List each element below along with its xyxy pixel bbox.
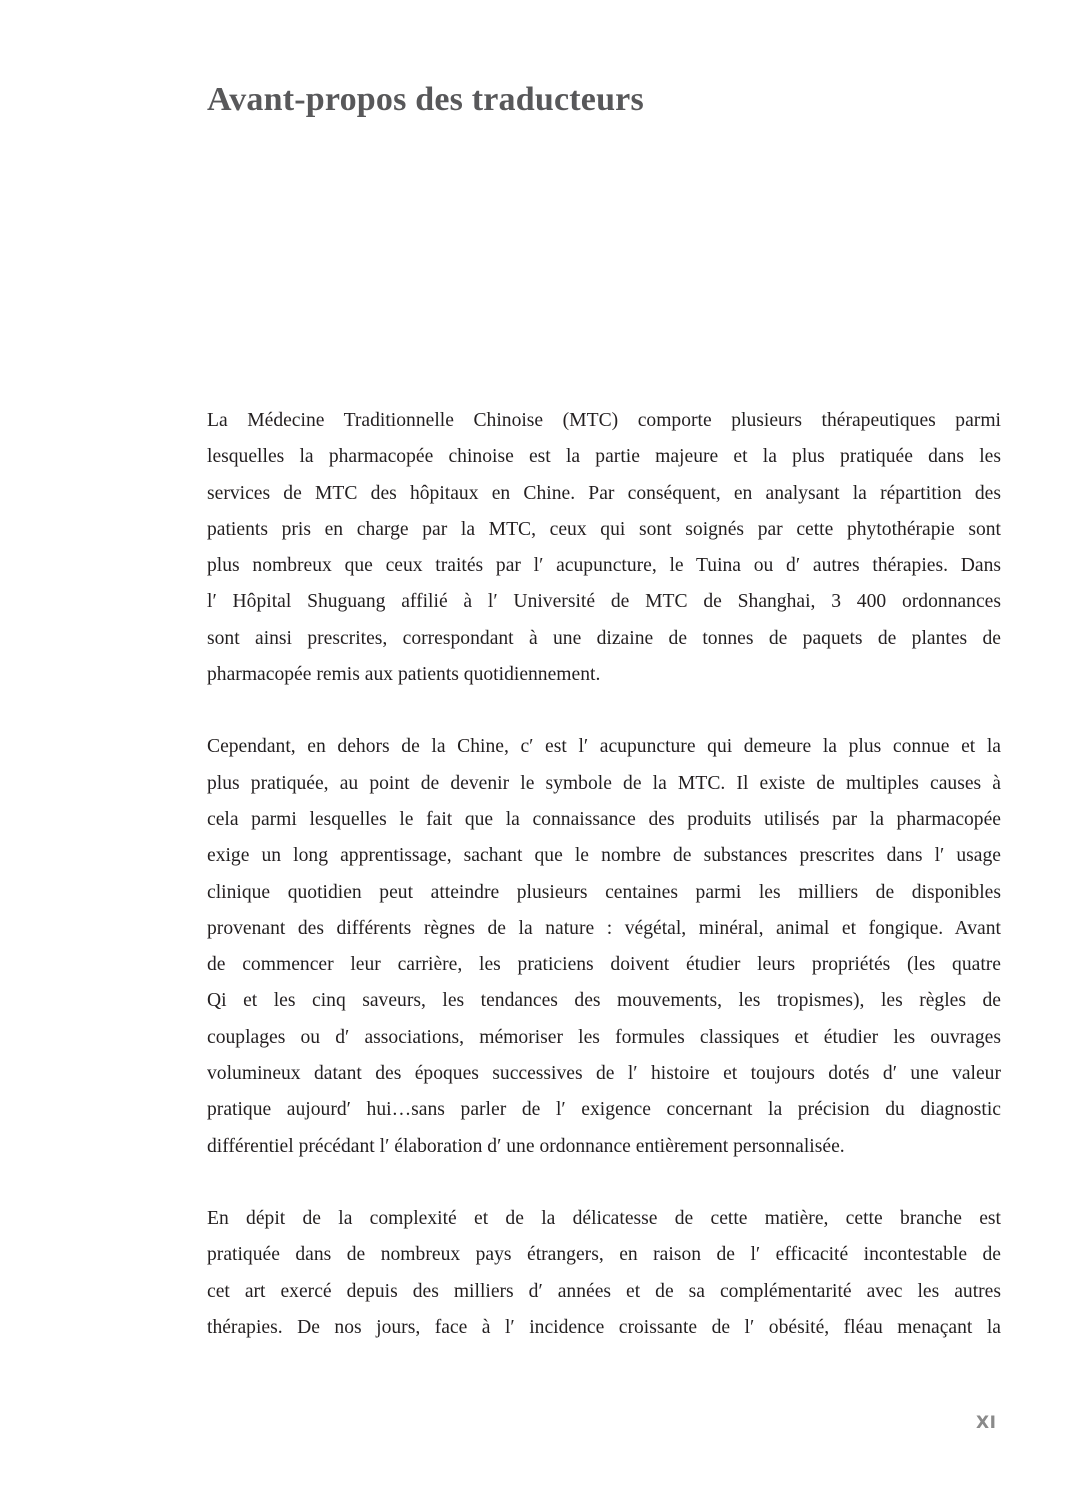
paragraph-3: [207, 1201, 1001, 1346]
text-line: plus pratiquée, au point de devenir le symbole de la MTC. Il existe de multiples causes à: [207, 772, 1001, 794]
text-line: Qi et les cinq saveurs, les tendances des mouvements, les tropismes), les règles de: [207, 990, 1001, 1012]
text-line: services de MTC des hôpitaux en Chine. Par conséquent, en analysant la répartition des: [207, 482, 1001, 504]
text-line: cet art exercé depuis des milliers d′ années et de sa complémentarité avec les autres: [207, 1280, 1001, 1302]
text-line: En dépit de la complexité et de la délicatesse de cette matière, cette branche est: [207, 1207, 1001, 1229]
text-line: plus nombreux que ceux traités par l′ acupuncture, le Tuina ou d′ autres thérapies. Dans: [207, 555, 1001, 577]
text-line: de commencer leur carrière, les praticiens doivent étudier leurs propriétés (les quatre: [207, 954, 1001, 976]
text-line: volumineux datant des époques successives de l′ histoire et toujours dotés d′ une valeur: [207, 1063, 1001, 1085]
text-line: cela parmi lesquelles le fait que la connaissance des produits utilisés par la pharmacopée: [207, 808, 1001, 830]
text-line: pratique aujourd′ hui…sans parler de l′ exigence concernant la précision du diagnostic: [207, 1099, 1001, 1121]
text-line: différentiel précédant l′ élaboration d′ une ordonnance entièrement personnalisée.: [207, 1135, 845, 1157]
text-line: l′ Hôpital Shuguang affilié à l′ Université de MTC de Shanghai, 3 400 ordonnances: [207, 591, 1001, 613]
text-line: sont ainsi prescrites, correspondant à une dizaine de tonnes de paquets de plantes de: [207, 627, 1001, 649]
page-number: XI: [976, 1413, 997, 1433]
text-line: clinique quotidien peut atteindre plusieurs centaines parmi les milliers de disponibles: [207, 881, 1001, 903]
text-line: pratiquée dans de nombreux pays étrangers, en raison de l′ efficacité incontestable de: [207, 1244, 1001, 1266]
text-line: provenant des différents règnes de la nature : végétal, minéral, animal et fongique. Avant: [207, 917, 1001, 939]
text-line: La Médecine Traditionnelle Chinoise (MTC) comporte plusieurs thérapeutiques parmi: [207, 410, 1001, 431]
text-line: patients pris en charge par la MTC, ceux qui sont soignés par cette phytothérapie sont: [207, 518, 1001, 540]
text-line: pharmacopée remis aux patients quotidiennement.: [207, 664, 601, 686]
text-line: lesquelles la pharmacopée chinoise est la partie majeure et la plus pratiquée dans les: [207, 446, 1001, 468]
body-text: [207, 403, 1001, 1346]
text-line: Cependant, en dehors de la Chine, c′ est l′ acupuncture qui demeure la plus connue et la: [207, 736, 1001, 758]
paragraph-2: [207, 729, 1001, 1165]
text-line: exige un long apprentissage, sachant que le nombre de substances prescrites dans l′ usage: [207, 845, 1001, 867]
paragraph-1: [207, 403, 1001, 693]
page-title: Avant-propos des traducteurs: [207, 81, 644, 118]
text-line: thérapies. De nos jours, face à l′ incidence croissante de l′ obésité, fléau menaçant la: [207, 1316, 1001, 1338]
text-line: couplages ou d′ associations, mémoriser les formules classiques et étudier les ouvrages: [207, 1026, 1001, 1048]
